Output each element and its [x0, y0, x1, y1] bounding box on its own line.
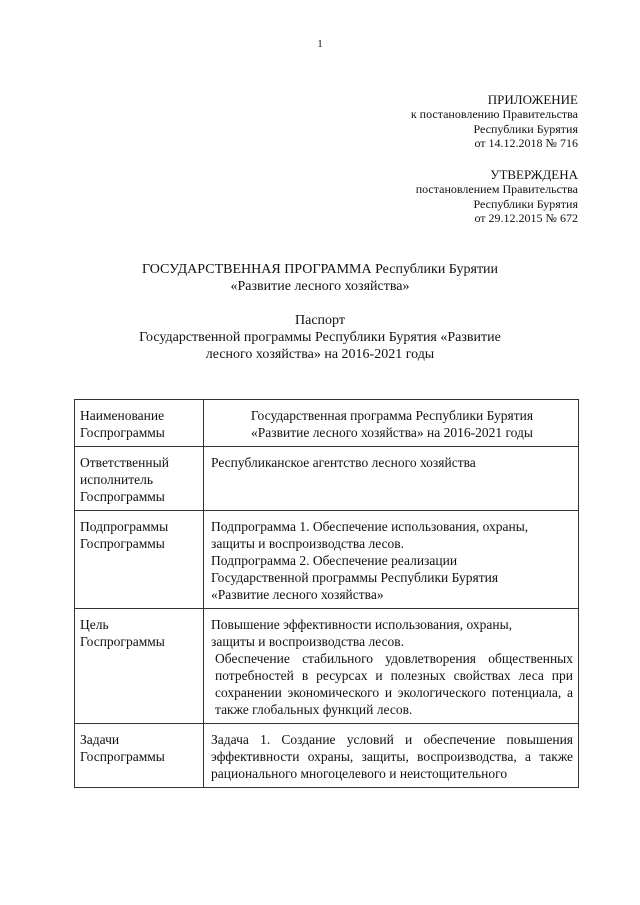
value-line: «Развитие лесного хозяйства»	[211, 587, 384, 602]
value-line: защиты и воспроизводства лесов.	[211, 634, 405, 649]
passport-subtitle-line: Государственной программы Республики Бурятия «Развитие	[139, 330, 501, 345]
label-line: Госпрограммы	[80, 425, 165, 440]
approved-line: Республики Бурятия	[473, 196, 578, 211]
table-row	[75, 400, 579, 447]
row-value	[204, 511, 579, 609]
value-line: защиты и воспроизводства лесов.	[211, 536, 405, 551]
program-title-line: «Развитие лесного хозяйства»	[230, 279, 410, 294]
table-row	[75, 609, 579, 724]
table-row	[75, 447, 579, 511]
label-line: Задачи	[80, 732, 120, 747]
passport-subtitle-line: лесного хозяйства» на 2016-2021 годы	[205, 347, 435, 362]
program-title-line: ГОСУДАРСТВЕННАЯ ПРОГРАММА Республики Бурятии	[141, 262, 499, 277]
approved-line: постановлением Правительства	[415, 182, 578, 196]
appendix-line: к постановлению Правительства	[410, 107, 578, 121]
row-value	[204, 724, 579, 788]
row-value	[204, 447, 579, 511]
label-line: Госпрограммы	[80, 749, 165, 764]
approved-block	[416, 167, 578, 226]
row-value	[204, 400, 579, 447]
appendix-line: от 14.12.2018 № 716	[474, 136, 578, 150]
value-line: Республиканское агентство лесного хозяйства	[211, 455, 476, 470]
approved-line: от 29.12.2015 № 672	[474, 211, 578, 225]
table-row	[75, 511, 579, 609]
row-label	[75, 447, 204, 511]
appendix-title: ПРИЛОЖЕНИЕ	[487, 92, 578, 107]
row-label	[75, 609, 204, 724]
label-line: Госпрограммы	[80, 634, 165, 649]
value-line: Подпрограмма 2. Обеспечение реализации	[211, 553, 458, 568]
value-paragraph: Задача 1. Создание условий и обеспечение повышения эффективности охраны, защиты, воспроизводства, а также рационального многоцелевого и неистощительного	[211, 732, 573, 781]
value-line: Повышение эффективности использования, охраны,	[211, 617, 513, 632]
row-label	[75, 511, 204, 609]
appendix-line: Республики Бурятия	[473, 121, 578, 136]
value-line: «Развитие лесного хозяйства» на 2016-2021 годы	[251, 425, 533, 440]
label-line: Цель	[80, 617, 109, 632]
label-line: исполнитель	[80, 472, 153, 487]
label-line: Госпрограммы	[80, 536, 165, 551]
value-line: Государственная программа Республики Бурятия	[250, 408, 534, 423]
row-label	[75, 724, 204, 788]
appendix-block	[411, 92, 578, 151]
value-line: Государственной программы Республики Бурятия	[211, 570, 499, 585]
page-number: 1	[317, 38, 323, 50]
passport-title: Паспорт	[295, 313, 345, 328]
label-line: Госпрограммы	[80, 489, 165, 504]
label-line: Подпрограммы	[80, 519, 169, 534]
row-value	[204, 609, 579, 724]
row-label	[75, 400, 204, 447]
table-row	[75, 724, 579, 788]
program-title	[60, 261, 580, 295]
label-line: Ответственный	[80, 455, 169, 470]
value-paragraph: Обеспечение стабильного удовлетворения общественных потребностей в ресурсах и полезных свойствах леса при сохранении экономического и экологического потенциала, а также глобальных функций лесов.	[215, 651, 573, 717]
approved-title: УТВЕРЖДЕНА	[490, 167, 578, 182]
passport-heading	[60, 312, 580, 363]
value-line: Подпрограмма 1. Обеспечение использования, охраны,	[211, 519, 529, 534]
passport-table	[74, 399, 579, 788]
label-line: Наименование	[80, 408, 165, 423]
